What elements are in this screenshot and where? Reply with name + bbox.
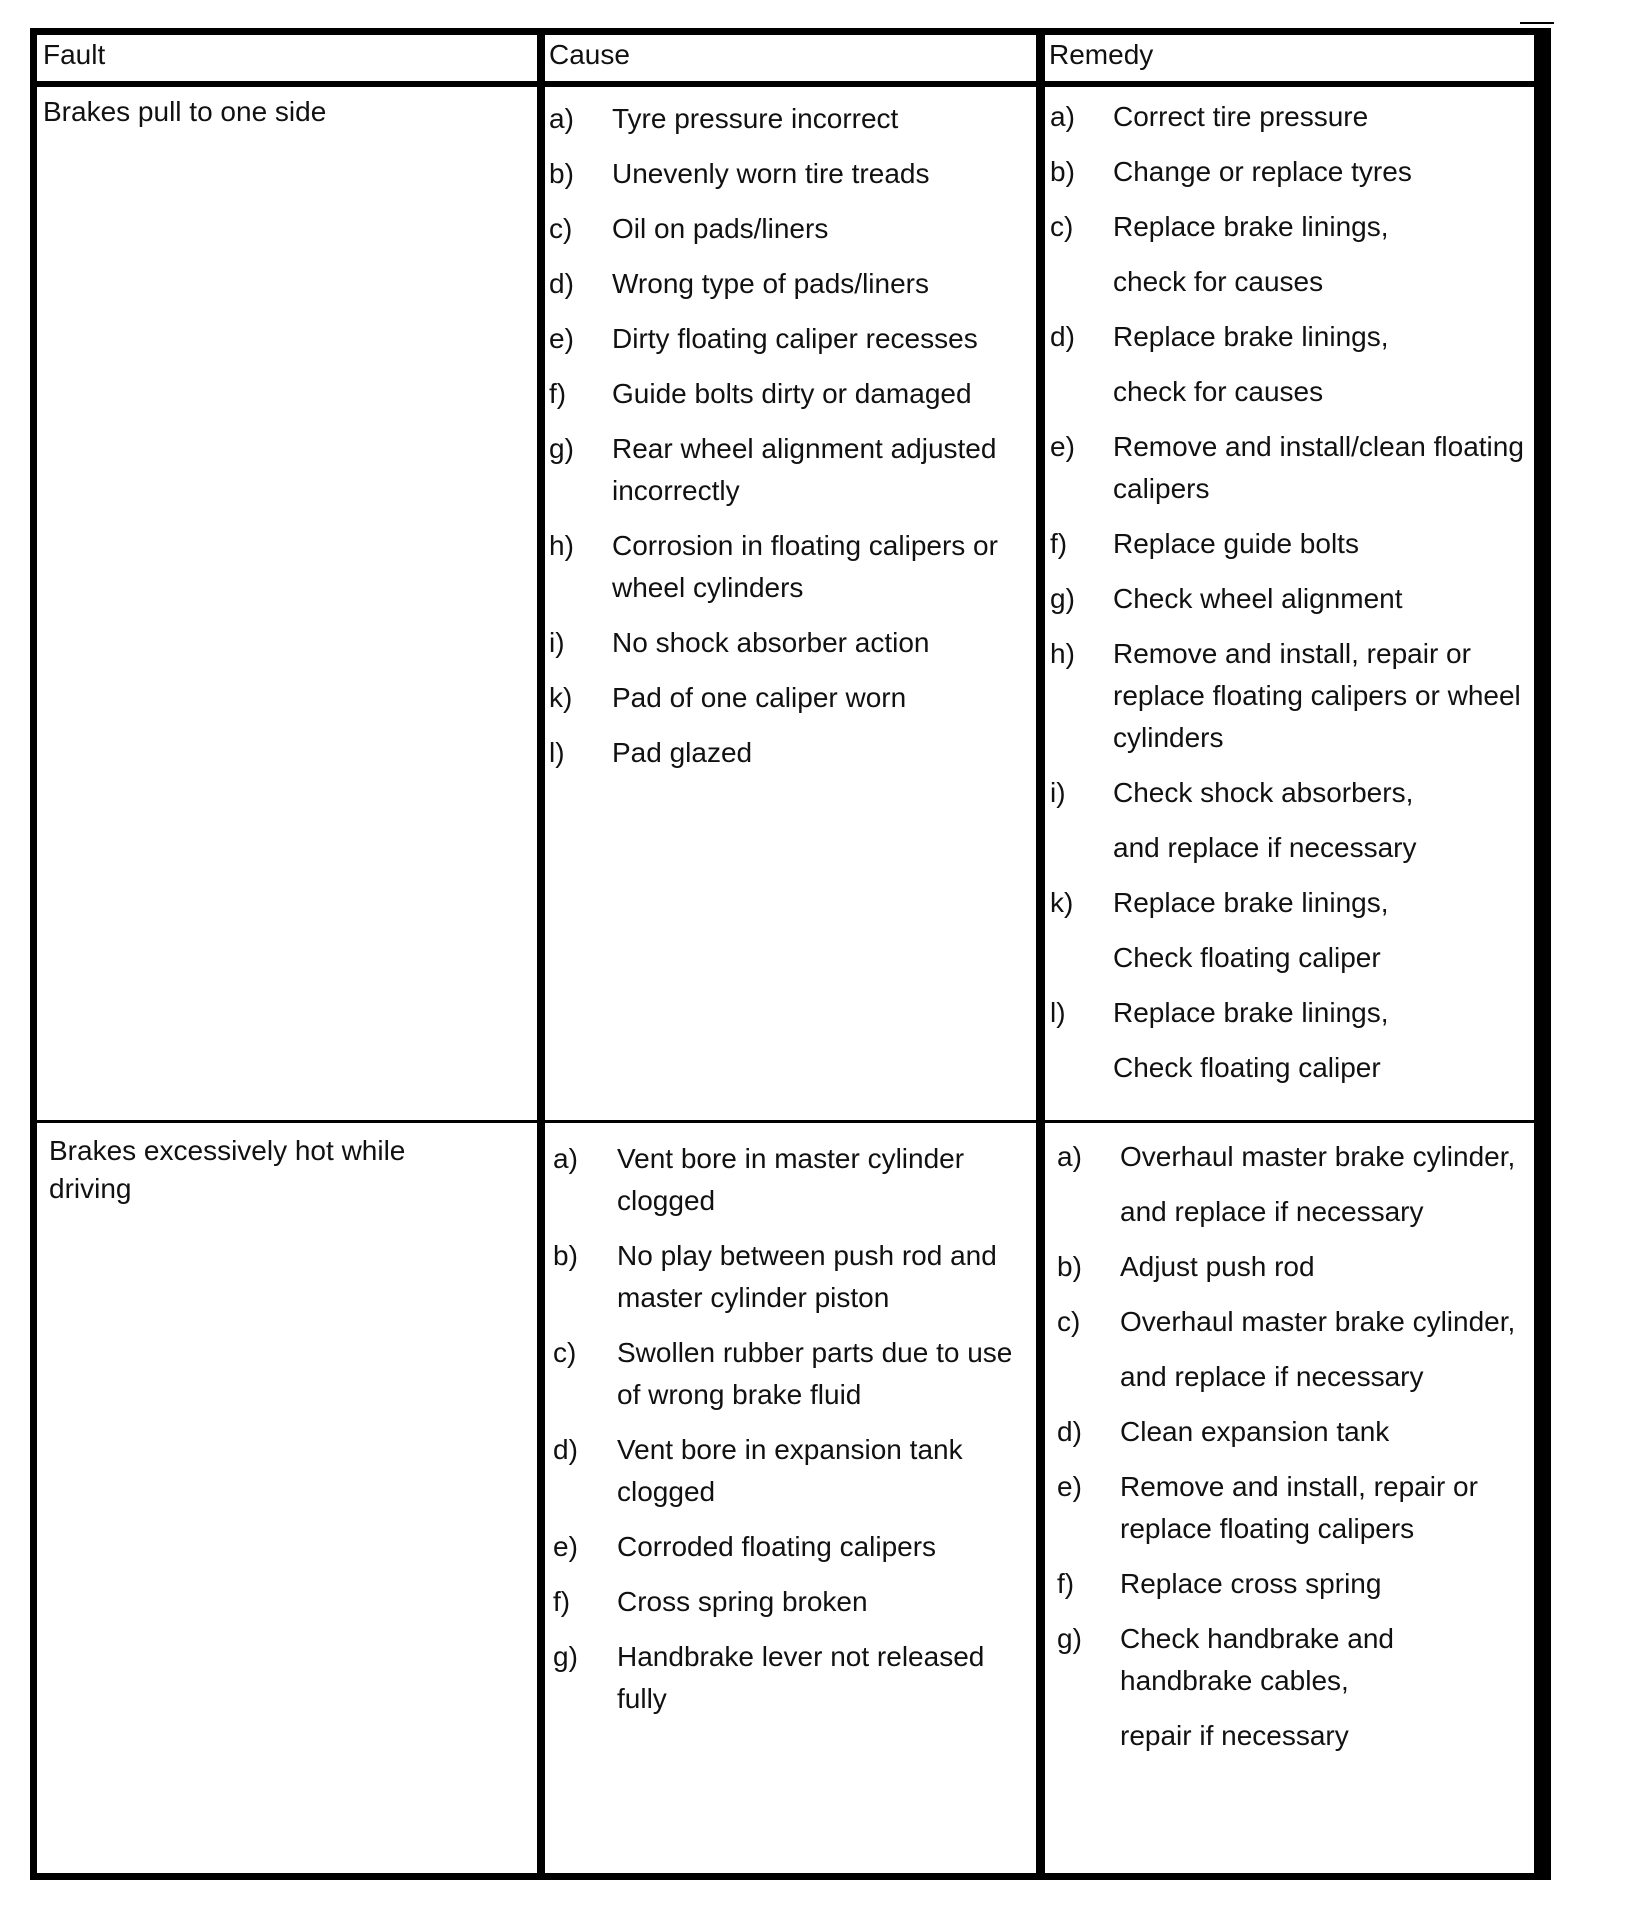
cause-item bbox=[549, 263, 1029, 305]
remedy-item-text: Remove and install, repair or replace floating calipers bbox=[1120, 1471, 1478, 1544]
fault-cell-row-2: Brakes excessively hot while driving bbox=[49, 1135, 406, 1204]
cause-item bbox=[549, 622, 1029, 664]
remedy-item-text: Correct tire pressure bbox=[1113, 101, 1369, 132]
cause-item bbox=[553, 1235, 1033, 1319]
header-cause: Cause bbox=[549, 39, 630, 70]
remedy-item bbox=[1050, 772, 1530, 869]
remedy-item-label: b) bbox=[1050, 156, 1075, 187]
remedy-item-text: Check shock absorbers, bbox=[1113, 777, 1414, 808]
remedy-item-text: Check handbrake and handbrake cables, bbox=[1120, 1623, 1394, 1696]
cause-item-text: Corroded floating calipers bbox=[617, 1531, 937, 1562]
cause-item-label: b) bbox=[553, 1240, 578, 1271]
cause-item bbox=[553, 1332, 1033, 1416]
remedy-item-label: l) bbox=[1050, 997, 1066, 1028]
cause-item-label: d) bbox=[553, 1434, 578, 1465]
remedy-item-label: d) bbox=[1057, 1416, 1082, 1447]
cause-item-label: f) bbox=[549, 378, 567, 409]
cause-item bbox=[549, 677, 1029, 719]
cause-item-label: d) bbox=[549, 268, 574, 299]
column-divider-cause-remedy bbox=[1036, 28, 1045, 1880]
cause-item bbox=[549, 373, 1029, 415]
cause-item bbox=[549, 428, 1029, 512]
remedy-item-text: Change or replace tyres bbox=[1113, 156, 1412, 187]
header-divider bbox=[30, 81, 1551, 87]
remedy-item-label: b) bbox=[1057, 1251, 1082, 1282]
cause-item-text: Tyre pressure incorrect bbox=[612, 103, 899, 134]
remedy-item-label: c) bbox=[1057, 1306, 1081, 1337]
cause-item-text: Pad of one caliper worn bbox=[612, 682, 907, 713]
cause-item-label: g) bbox=[553, 1641, 578, 1672]
remedy-item bbox=[1057, 1301, 1527, 1398]
remedy-item-label: g) bbox=[1050, 583, 1075, 614]
remedy-item-label: a) bbox=[1050, 101, 1075, 132]
cause-item-text: Swollen rubber parts due to use of wrong brake fluid bbox=[617, 1337, 1013, 1410]
remedy-item-continuation: and replace if necessary bbox=[1120, 1361, 1424, 1392]
remedy-item bbox=[1050, 96, 1530, 138]
remedy-item bbox=[1050, 578, 1530, 620]
cause-item-text: Handbrake lever not released fully bbox=[617, 1641, 985, 1714]
remedy-item bbox=[1050, 992, 1530, 1089]
fault-cell-row-1: Brakes pull to one side bbox=[43, 96, 327, 127]
remedy-item-text: Replace brake linings, bbox=[1113, 997, 1389, 1028]
remedy-item-text: Remove and install, repair or replace floating calipers or wheel cylinders bbox=[1113, 638, 1521, 753]
remedy-item bbox=[1057, 1246, 1527, 1288]
remedy-item bbox=[1057, 1411, 1527, 1453]
cause-item-label: c) bbox=[549, 213, 573, 244]
remedy-item-continuation: check for causes bbox=[1113, 376, 1324, 407]
remedy-item-text: Adjust push rod bbox=[1120, 1251, 1315, 1282]
remedy-item-continuation: Check floating caliper bbox=[1113, 942, 1381, 973]
remedy-item-text: Replace cross spring bbox=[1120, 1568, 1382, 1599]
remedy-item-continuation: and replace if necessary bbox=[1113, 832, 1417, 863]
remedy-item bbox=[1057, 1563, 1527, 1605]
cause-item-label: g) bbox=[549, 433, 574, 464]
remedy-item-label: c) bbox=[1050, 211, 1074, 242]
row-divider bbox=[30, 1120, 1551, 1123]
cause-item bbox=[549, 208, 1029, 250]
remedy-item-text: Remove and install/clean floating calipers bbox=[1113, 431, 1524, 504]
remedy-item bbox=[1050, 316, 1530, 413]
cause-item-label: f) bbox=[553, 1586, 571, 1617]
remedy-item bbox=[1057, 1136, 1527, 1233]
remedy-item bbox=[1057, 1618, 1527, 1757]
remedy-item bbox=[1050, 151, 1530, 193]
cause-item-label: e) bbox=[549, 323, 574, 354]
cause-item-label: a) bbox=[553, 1143, 578, 1174]
scan-mark bbox=[1520, 22, 1554, 24]
remedy-item-label: k) bbox=[1050, 887, 1074, 918]
cause-item bbox=[549, 525, 1029, 609]
remedy-item bbox=[1057, 1466, 1527, 1550]
header-remedy: Remedy bbox=[1049, 39, 1154, 70]
cause-item-label: a) bbox=[549, 103, 574, 134]
cause-item-label: k) bbox=[549, 682, 573, 713]
remedy-item-text: Replace brake linings, bbox=[1113, 321, 1389, 352]
remedy-item-text: Overhaul master brake cylinder, bbox=[1120, 1306, 1516, 1337]
cause-item-text: Guide bolts dirty or damaged bbox=[612, 378, 972, 409]
remedy-item-continuation: repair if necessary bbox=[1120, 1720, 1349, 1751]
cause-item-text: Corrosion in floating calipers or wheel cylinders bbox=[612, 530, 998, 603]
cause-item-text: Cross spring broken bbox=[617, 1586, 868, 1617]
cause-item-text: Wrong type of pads/liners bbox=[612, 268, 929, 299]
cause-item bbox=[549, 732, 1029, 774]
remedy-item-text: Replace brake linings, bbox=[1113, 211, 1389, 242]
cause-item bbox=[549, 318, 1029, 360]
cause-item-text: Pad glazed bbox=[612, 737, 753, 768]
cause-item bbox=[549, 98, 1029, 140]
remedy-item bbox=[1050, 426, 1530, 510]
cause-list-row-1 bbox=[549, 98, 1029, 787]
remedy-item bbox=[1050, 882, 1530, 979]
remedy-item-text: Clean expansion tank bbox=[1120, 1416, 1390, 1447]
remedy-item bbox=[1050, 206, 1530, 303]
remedy-item bbox=[1050, 633, 1530, 759]
cause-item bbox=[553, 1636, 1033, 1720]
cause-item-label: b) bbox=[549, 158, 574, 189]
remedy-item-label: d) bbox=[1050, 321, 1075, 352]
cause-item bbox=[553, 1429, 1033, 1513]
cause-item-text: No play between push rod and master cylinder piston bbox=[617, 1240, 997, 1313]
cause-list-row-2 bbox=[553, 1138, 1033, 1733]
cause-item-text: Rear wheel alignment adjusted incorrectly bbox=[612, 433, 997, 506]
cause-item-text: Dirty floating caliper recesses bbox=[612, 323, 978, 354]
remedy-item-text: Replace guide bolts bbox=[1113, 528, 1359, 559]
cause-item-text: No shock absorber action bbox=[612, 627, 930, 658]
remedy-item-label: e) bbox=[1050, 431, 1075, 462]
remedy-item-label: h) bbox=[1050, 638, 1075, 669]
remedy-item bbox=[1050, 523, 1530, 565]
remedy-item-label: e) bbox=[1057, 1471, 1082, 1502]
cause-item-text: Oil on pads/liners bbox=[612, 213, 829, 244]
table-right-border bbox=[1534, 28, 1545, 1880]
cause-item-label: i) bbox=[549, 627, 565, 658]
cause-item-label: h) bbox=[549, 530, 574, 561]
header-fault: Fault bbox=[43, 39, 106, 70]
cause-item-label: l) bbox=[549, 737, 565, 768]
remedy-item-continuation: Check floating caliper bbox=[1113, 1052, 1381, 1083]
cause-item bbox=[553, 1138, 1033, 1222]
cause-item-label: e) bbox=[553, 1531, 578, 1562]
remedy-list-row-1 bbox=[1050, 96, 1530, 1102]
column-divider-fault-cause bbox=[537, 28, 545, 1880]
cause-item bbox=[553, 1581, 1033, 1623]
remedy-item-continuation: and replace if necessary bbox=[1120, 1196, 1424, 1227]
cause-item-text: Unevenly worn tire treads bbox=[612, 158, 930, 189]
remedy-item-label: g) bbox=[1057, 1623, 1082, 1654]
remedy-item-continuation: check for causes bbox=[1113, 266, 1324, 297]
cause-item bbox=[553, 1526, 1033, 1568]
remedy-item-text: Replace brake linings, bbox=[1113, 887, 1389, 918]
cause-item-label: c) bbox=[553, 1337, 577, 1368]
remedy-item-label: f) bbox=[1057, 1568, 1075, 1599]
remedy-list-row-2 bbox=[1057, 1136, 1527, 1770]
remedy-item-text: Overhaul master brake cylinder, bbox=[1120, 1141, 1516, 1172]
cause-item bbox=[549, 153, 1029, 195]
remedy-item-label: a) bbox=[1057, 1141, 1082, 1172]
cause-item-text: Vent bore in expansion tank clogged bbox=[617, 1434, 963, 1507]
remedy-item-text: Check wheel alignment bbox=[1113, 583, 1403, 614]
remedy-item-label: i) bbox=[1050, 777, 1066, 808]
remedy-item-label: f) bbox=[1050, 528, 1068, 559]
cause-item-text: Vent bore in master cylinder clogged bbox=[617, 1143, 965, 1216]
